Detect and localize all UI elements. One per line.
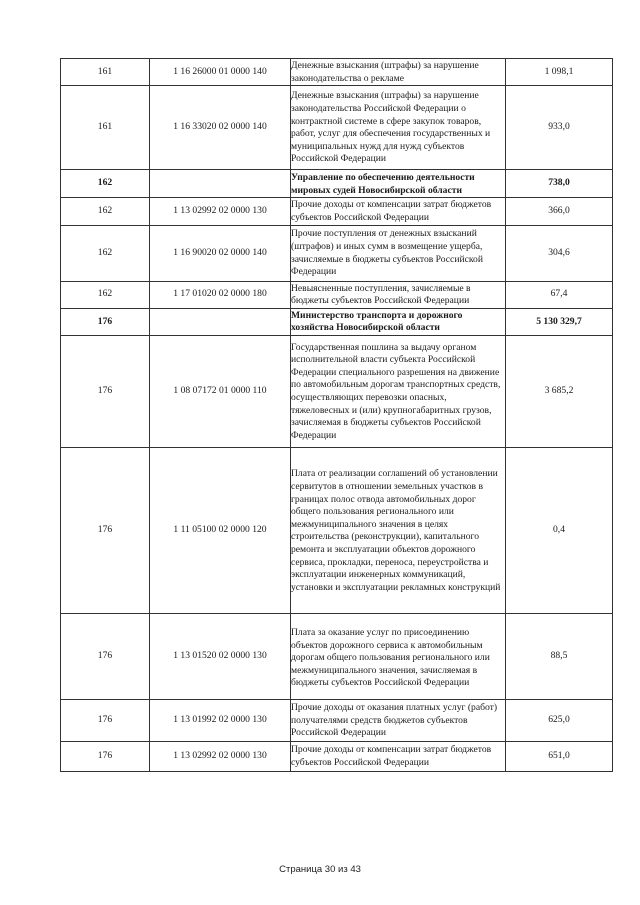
revenue-name-cell: Плата за оказание услуг по присоединению объектов дорожного сервиса к автомобильным дорогам общего пользования регионального или межмуниципального значения, зачисляемая в бюджеты субъектов Российской Федерации [291, 613, 506, 699]
admin-code-cell: 176 [61, 699, 150, 741]
amount-cell: 0,4 [506, 447, 613, 613]
table-row [61, 741, 613, 771]
admin-code-cell: 161 [61, 59, 150, 86]
admin-code-cell: 176 [61, 308, 150, 335]
admin-code-cell: 161 [61, 86, 150, 170]
table-row [61, 447, 613, 613]
revenue-name-cell: Прочие доходы от компенсации затрат бюджетов субъектов Российской Федерации [291, 741, 506, 771]
amount-cell: 933,0 [506, 86, 613, 170]
amount-cell: 5 130 329,7 [506, 308, 613, 335]
amount-cell: 88,5 [506, 613, 613, 699]
revenue-table-body [61, 59, 613, 772]
amount-cell: 304,6 [506, 225, 613, 281]
kbk-code-cell: 1 16 90020 02 0000 140 [150, 225, 291, 281]
revenue-name-cell: Прочие доходы от оказания платных услуг (работ) получателями средств бюджетов субъектов Российской Федерации [291, 699, 506, 741]
amount-cell: 3 685,2 [506, 335, 613, 447]
revenue-name-cell: Прочие доходы от компенсации затрат бюджетов субъектов Российской Федерации [291, 198, 506, 225]
amount-cell: 67,4 [506, 281, 613, 308]
revenue-name-cell: Прочие поступления от денежных взысканий (штрафов) и иных сумм в возмещение ущерба, зачисляемые в бюджеты субъектов Российской Федерации [291, 225, 506, 281]
revenue-name-cell: Управление по обеспечению деятельности мировых судей Новосибирской области [291, 170, 506, 198]
kbk-code-cell: 1 13 01520 02 0000 130 [150, 613, 291, 699]
amount-cell: 366,0 [506, 198, 613, 225]
table-row [61, 225, 613, 281]
revenue-name-cell: Невыясненные поступления, зачисляемые в бюджеты субъектов Российской Федерации [291, 281, 506, 308]
table-row [61, 308, 613, 335]
admin-code-cell: 162 [61, 170, 150, 198]
table-row [61, 699, 613, 741]
amount-cell: 651,0 [506, 741, 613, 771]
admin-code-cell: 162 [61, 225, 150, 281]
kbk-code-cell [150, 170, 291, 198]
table-row [61, 59, 613, 86]
admin-code-cell: 162 [61, 198, 150, 225]
kbk-code-cell: 1 08 07172 01 0000 110 [150, 335, 291, 447]
revenue-name-cell: Государственная пошлина за выдачу органом исполнительной власти субъекта Российской Федерации специального разрешения на движение по автомобильным дорогам транспортных средств, осуществляющих перевозки опасных, тяжеловесных и (или) крупногабаритных грузов, зачисляемая в бюджеты субъектов Российской Федерации [291, 335, 506, 447]
amount-cell: 738,0 [506, 170, 613, 198]
kbk-code-cell: 1 13 02992 02 0000 130 [150, 741, 291, 771]
kbk-code-cell: 1 13 02992 02 0000 130 [150, 198, 291, 225]
revenue-name-cell: Денежные взыскания (штрафы) за нарушение законодательства о рекламе [291, 59, 506, 86]
amount-cell: 1 098,1 [506, 59, 613, 86]
admin-code-cell: 176 [61, 613, 150, 699]
table-row [61, 281, 613, 308]
kbk-code-cell [150, 308, 291, 335]
revenue-name-cell: Плата от реализации соглашений об установлении сервитутов в отношении земельных участков в границах полос отвода автомобильных дорог общего пользования регионального или межмуниципального значения в целях строительства (реконструкции), капитального ремонта и эксплуатации объектов дорожного сервиса, прокладки, переноса, переустройства и эксплуатации инженерных коммуникаций, установки и эксплуатации рекламных конструкций [291, 447, 506, 613]
admin-code-cell: 176 [61, 741, 150, 771]
table-row [61, 170, 613, 198]
revenue-name-cell: Денежные взыскания (штрафы) за нарушение законодательства Российской Федерации о контрактной системе в сфере закупок товаров, работ, услуг для обеспечения государственных и муниципальных нужд для нужд субъектов Российской Федерации [291, 86, 506, 170]
table-row [61, 198, 613, 225]
admin-code-cell: 176 [61, 447, 150, 613]
kbk-code-cell: 1 16 26000 01 0000 140 [150, 59, 291, 86]
revenue-table [60, 58, 613, 772]
admin-code-cell: 176 [61, 335, 150, 447]
table-row [61, 86, 613, 170]
table-row [61, 335, 613, 447]
kbk-code-cell: 1 13 01992 02 0000 130 [150, 699, 291, 741]
kbk-code-cell: 1 16 33020 02 0000 140 [150, 86, 291, 170]
kbk-code-cell: 1 11 05100 02 0000 120 [150, 447, 291, 613]
revenue-name-cell: Министерство транспорта и дорожного хозяйства Новосибирской области [291, 308, 506, 335]
amount-cell: 625,0 [506, 699, 613, 741]
admin-code-cell: 162 [61, 281, 150, 308]
table-row [61, 613, 613, 699]
page-number-footer: Страница 30 из 43 [279, 864, 361, 875]
kbk-code-cell: 1 17 01020 02 0000 180 [150, 281, 291, 308]
